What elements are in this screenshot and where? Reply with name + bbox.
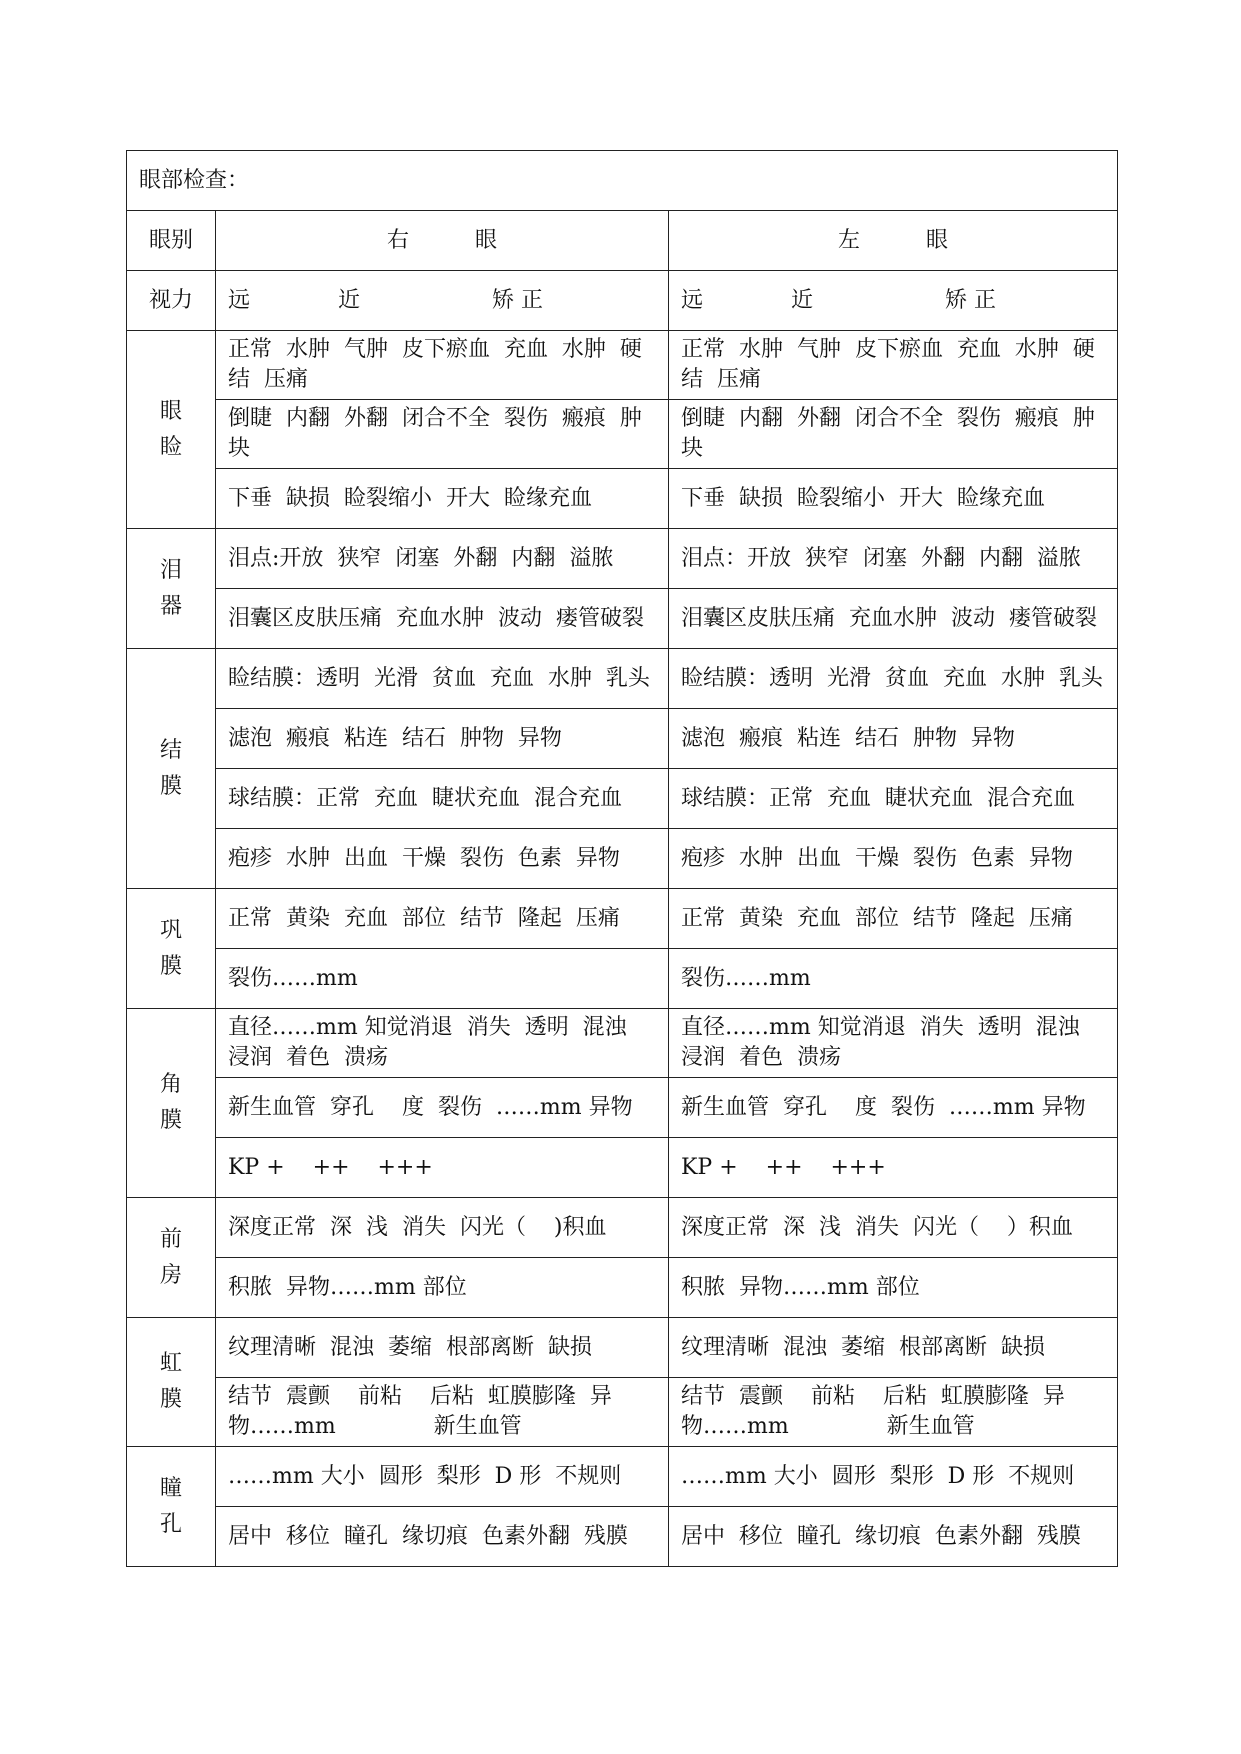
section-label (127, 1009, 216, 1198)
right-eye-cell: 裂伤……mm (216, 949, 669, 1009)
left-eye-cell: 新生血管 穿孔 度 裂伤 ……mm 异物 (669, 1078, 1118, 1138)
left-eye-cell: 深度正常 深 浅 消失 闪光（ ）积血 (669, 1198, 1118, 1258)
eye-exam-table (126, 150, 1118, 1567)
exam-row (127, 889, 1118, 949)
eye-header-row (127, 211, 1118, 271)
section-label-char: 孔 (159, 1511, 182, 1537)
exam-row (127, 1078, 1118, 1138)
section-label-char: 眼 (159, 398, 182, 424)
exam-row (127, 1258, 1118, 1318)
right-eye-cell: 直径……mm 知觉消退 消失 透明 混浊 浸润 着色 溃疡 (216, 1009, 669, 1078)
exam-row (127, 1009, 1118, 1078)
left-eye-cell: 下垂 缺损 睑裂缩小 开大 睑缘充血 (669, 469, 1118, 529)
right-eye-cell: 球结膜：正常 充血 睫状充血 混合充血 (216, 769, 669, 829)
section-label (127, 649, 216, 889)
exam-row (127, 1447, 1118, 1507)
right-eye-cell: 正常 黄染 充血 部位 结节 隆起 压痛 (216, 889, 669, 949)
right-eye-cell: 睑结膜：透明 光滑 贫血 充血 水肿 乳头 (216, 649, 669, 709)
exam-row (127, 649, 1118, 709)
eye-side-label: 眼别 (127, 211, 216, 271)
section-label-char: 巩 (159, 917, 182, 943)
left-eye-cell: 直径……mm 知觉消退 消失 透明 混浊 浸润 着色 溃疡 (669, 1009, 1118, 1078)
section-label (127, 1318, 216, 1447)
right-eye-cell: 新生血管 穿孔 度 裂伤 ……mm 异物 (216, 1078, 669, 1138)
vision-row (127, 271, 1118, 331)
exam-row (127, 529, 1118, 589)
exam-row (127, 400, 1118, 469)
right-eye-cell: 下垂 缺损 睑裂缩小 开大 睑缘充血 (216, 469, 669, 529)
left-eye-cell: 球结膜：正常 充血 睫状充血 混合充血 (669, 769, 1118, 829)
right-eye-cell: 居中 移位 瞳孔 缘切痕 色素外翻 残膜 (216, 1507, 669, 1567)
left-eye-cell: 正常 黄染 充血 部位 结节 隆起 压痛 (669, 889, 1118, 949)
exam-row (127, 589, 1118, 649)
section-label (127, 1198, 216, 1318)
left-eye-cell: 裂伤……mm (669, 949, 1118, 1009)
left-eye-cell: 纹理清晰 混浊 萎缩 根部离断 缺损 (669, 1318, 1118, 1378)
right-eye-cell: 纹理清晰 混浊 萎缩 根部离断 缺损 (216, 1318, 669, 1378)
exam-row (127, 769, 1118, 829)
section-label-char: 虹 (159, 1351, 182, 1376)
section-label-char: 睑 (159, 434, 182, 460)
exam-row (127, 1507, 1118, 1567)
exam-row (127, 949, 1118, 1009)
section-label (127, 331, 216, 529)
left-eye-cell: 泪点：开放 狭窄 闭塞 外翻 内翻 溢脓 (669, 529, 1118, 589)
right-eye-cell: ……mm 大小 圆形 梨形 D 形 不规则 (216, 1447, 669, 1507)
left-vision-cell: 远 近 矫 正 (669, 271, 1118, 331)
right-eye-cell: 滤泡 瘢痕 粘连 结石 肿物 异物 (216, 709, 669, 769)
section-label (127, 1447, 216, 1567)
section-label-char: 前 (159, 1226, 182, 1252)
section-label-char: 泪 (159, 557, 182, 583)
exam-row (127, 331, 1118, 400)
vision-label: 视力 (127, 271, 216, 331)
left-eye-cell: ……mm 大小 圆形 梨形 D 形 不规则 (669, 1447, 1118, 1507)
section-label-char: 瞳 (159, 1475, 182, 1501)
left-eye-cell: 疱疹 水肿 出血 干燥 裂伤 色素 异物 (669, 829, 1118, 889)
left-eye-cell: 睑结膜：透明 光滑 贫血 充血 水肿 乳头 (669, 649, 1118, 709)
section-label-char: 膜 (159, 1387, 182, 1412)
right-eye-cell: 疱疹 水肿 出血 干燥 裂伤 色素 异物 (216, 829, 669, 889)
exam-row (127, 709, 1118, 769)
left-eye-cell: 滤泡 瘢痕 粘连 结石 肿物 异物 (669, 709, 1118, 769)
section-label-char: 结 (159, 737, 182, 763)
right-eye-cell: 结节 震颤 前粘 后粘 虹膜膨隆 异物……mm 新生血管 (216, 1378, 669, 1447)
left-eye-cell: 倒睫 内翻 外翻 闭合不全 裂伤 瘢痕 肿块 (669, 400, 1118, 469)
section-label-char: 膜 (159, 1108, 182, 1133)
left-eye-cell: 结节 震颤 前粘 后粘 虹膜膨隆 异物……mm 新生血管 (669, 1378, 1118, 1447)
left-eye-header: 左 眼 (669, 211, 1118, 271)
left-eye-cell: 正常 水肿 气肿 皮下瘀血 充血 水肿 硬结 压痛 (669, 331, 1118, 400)
section-label-char: 器 (159, 593, 182, 619)
title-row (127, 151, 1118, 211)
section-label-char: 房 (159, 1262, 182, 1288)
section-label-char: 膜 (159, 953, 182, 979)
exam-row (127, 1198, 1118, 1258)
form-title: 眼部检查： (127, 151, 1118, 211)
right-eye-cell: 泪点:开放 狭窄 闭塞 外翻 内翻 溢脓 (216, 529, 669, 589)
right-eye-cell: 深度正常 深 浅 消失 闪光（ )积血 (216, 1198, 669, 1258)
section-label (127, 529, 216, 649)
exam-row (127, 469, 1118, 529)
right-eye-cell: 积脓 异物……mm 部位 (216, 1258, 669, 1318)
right-vision-cell: 远 近 矫 正 (216, 271, 669, 331)
section-label-char: 角 (159, 1072, 182, 1097)
exam-table-body (127, 151, 1118, 1567)
section-label (127, 889, 216, 1009)
right-eye-cell: 泪囊区皮肤压痛 充血水肿 波动 瘘管破裂 (216, 589, 669, 649)
left-eye-cell: 居中 移位 瞳孔 缘切痕 色素外翻 残膜 (669, 1507, 1118, 1567)
exam-row (127, 1318, 1118, 1378)
right-eye-cell: 正常 水肿 气肿 皮下瘀血 充血 水肿 硬结 压痛 (216, 331, 669, 400)
exam-row (127, 1138, 1118, 1198)
exam-row (127, 1378, 1118, 1447)
section-label-char: 膜 (159, 773, 182, 799)
right-eye-header: 右 眼 (216, 211, 669, 271)
left-eye-cell: 泪囊区皮肤压痛 充血水肿 波动 瘘管破裂 (669, 589, 1118, 649)
exam-row (127, 829, 1118, 889)
right-eye-cell: KP + ++ +++ (216, 1138, 669, 1198)
right-eye-cell: 倒睫 内翻 外翻 闭合不全 裂伤 瘢痕 肿块 (216, 400, 669, 469)
left-eye-cell: 积脓 异物……mm 部位 (669, 1258, 1118, 1318)
left-eye-cell: KP + ++ +++ (669, 1138, 1118, 1198)
